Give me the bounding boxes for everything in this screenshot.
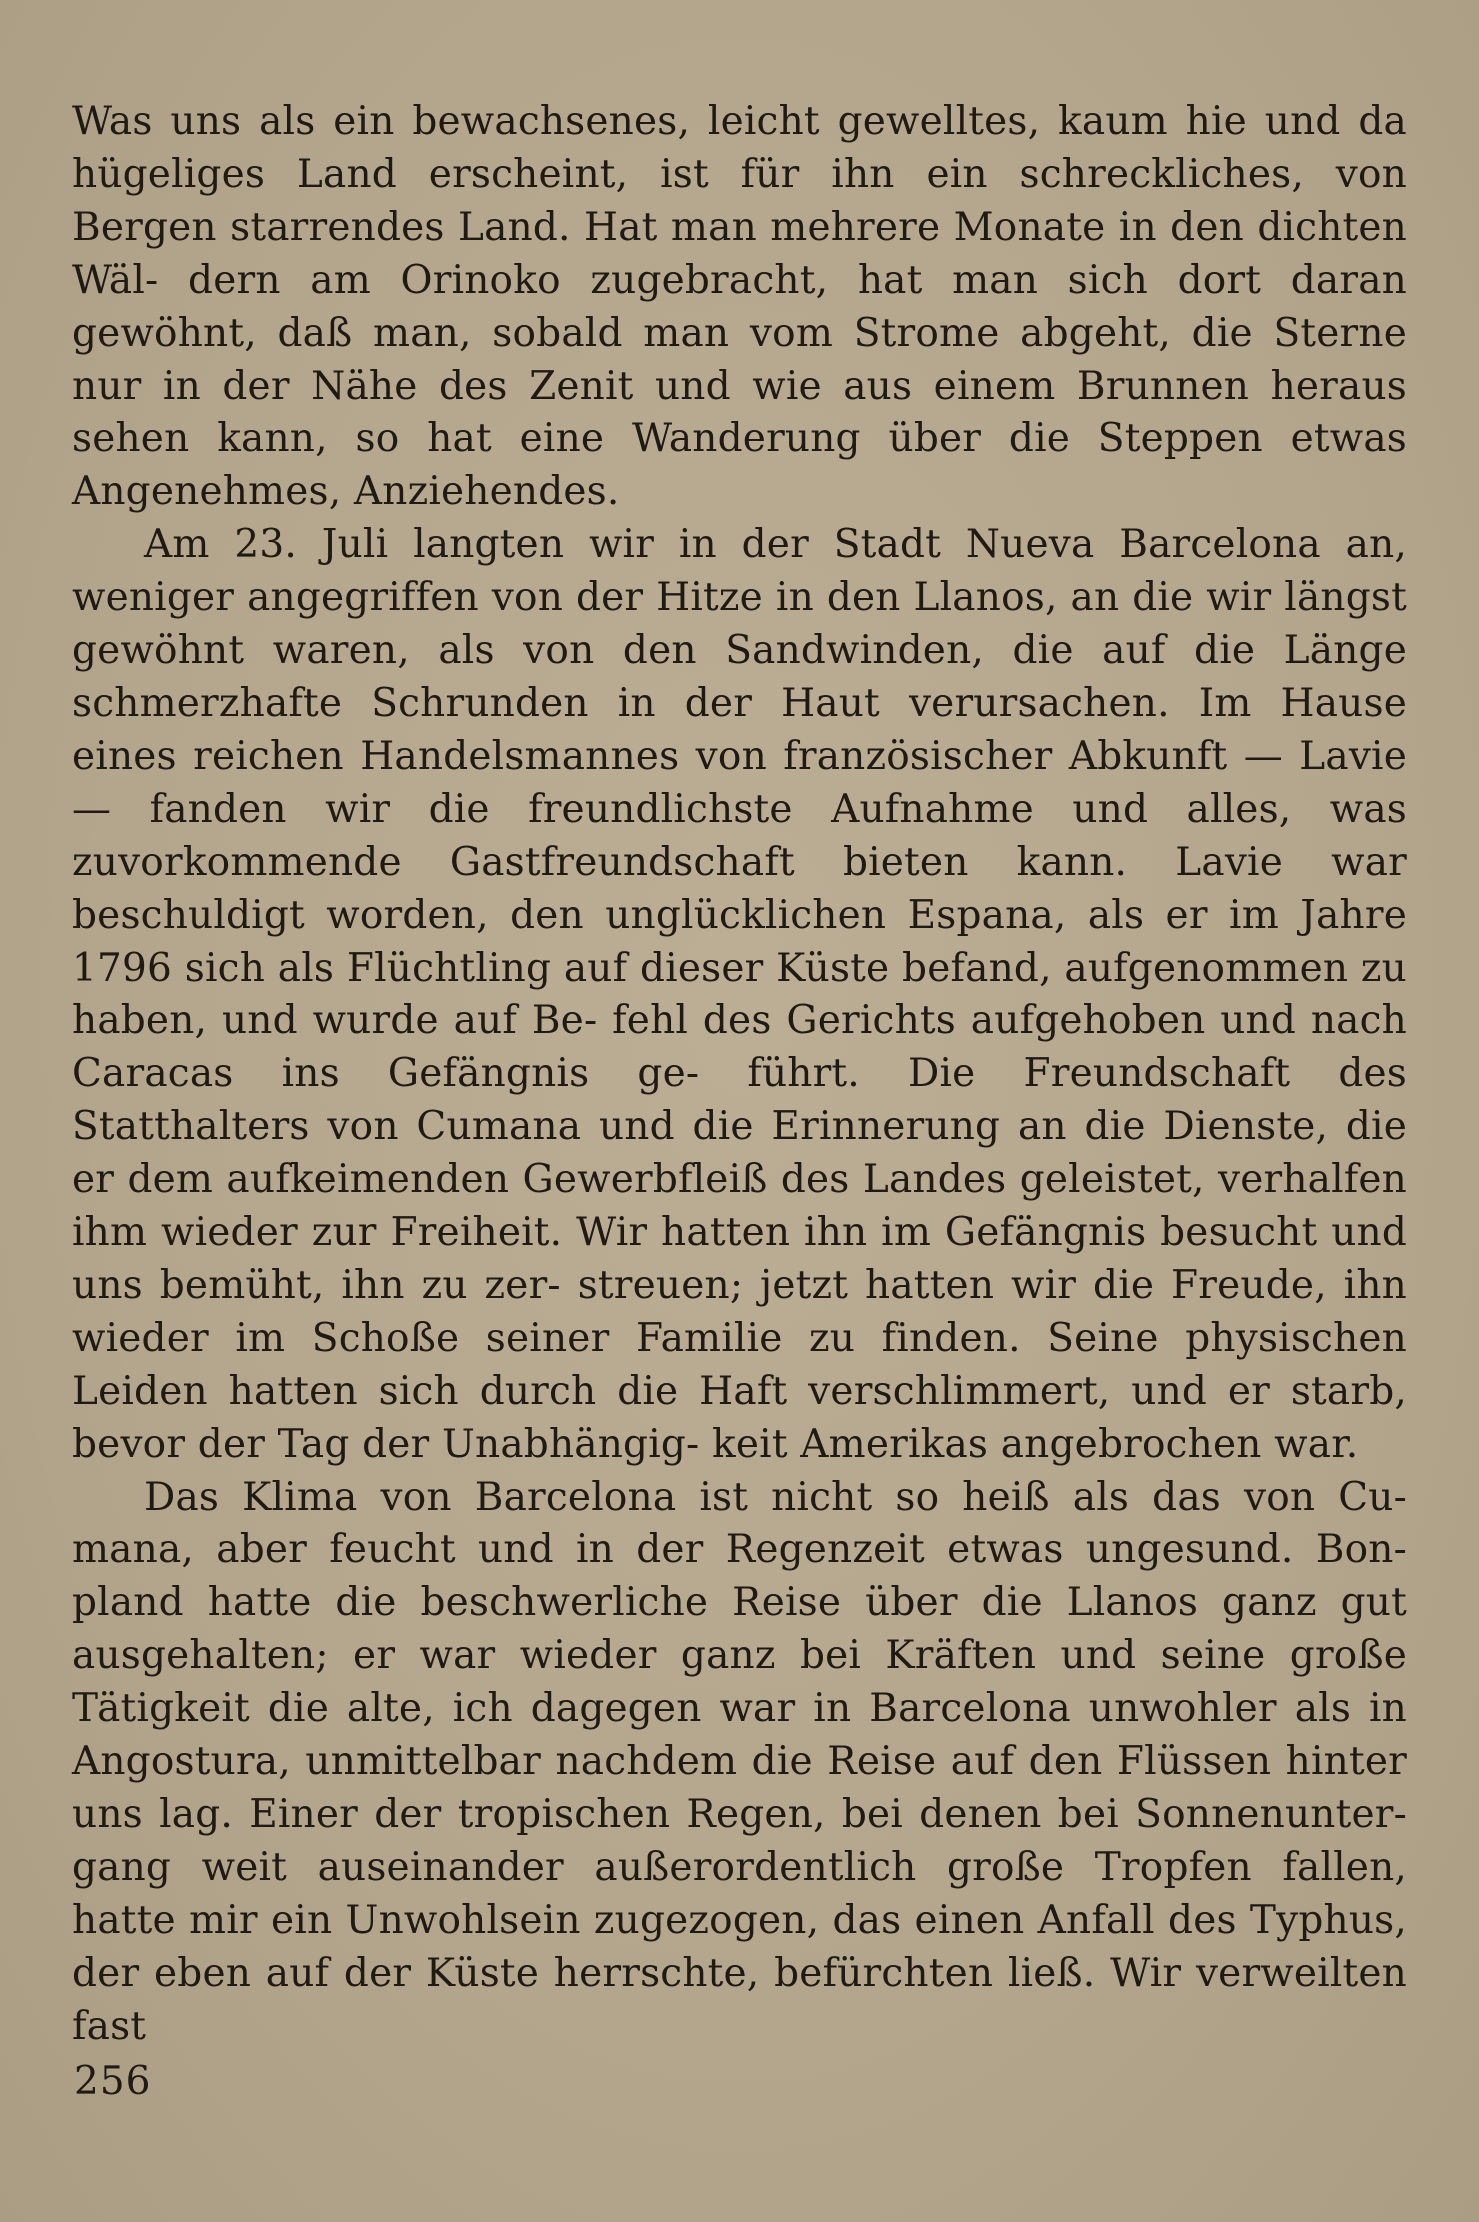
paragraph-2: Am 23. Juli langten wir in der Stadt Nueva Barcelona an, weniger angegriffen von der Hitze in den Llanos, an die wir längst gewöhnt waren, als von den Sandwinden, die auf die Länge schmerzhafte Schrunden in der Haut verursachen. Im Hause eines reichen Handelsmannes von französischer Abkunft — Lavie — fanden wir die freundlichste Aufnahme und alles, was zuvorkommende Gastfreundschaft bieten kann. Lavie war beschuldigt worden, den unglücklichen Espana, als er im Jahre 1796 sich als Flüchtling auf dieser Küste befand, aufgenommen zu haben, und wurde auf Be- fehl des Gerichts aufgehoben und nach Caracas ins Gefängnis ge- führt. Die Freundschaft des Statthalters von Cumana und die Erinnerung an die Dienste, die er dem aufkeimenden Gewerbfleiß des Landes geleistet, verhalfen ihm wieder zur Freiheit. Wir hatten ihn im Gefängnis besucht und uns bemüht, ihn zu zer- streuen; jetzt hatten wir die Freude, ihn wieder im Schoße seiner Familie zu finden. Seine physischen Leiden hatten sich durch die Haft verschlimmert, und er starb, bevor der Tag der Unabhängig- keit Amerikas angebrochen war.	[72, 522, 1407, 1467]
paragraph-1: Was uns als ein bewachsenes, leicht gewelltes, kaum hie und da hügeliges Land erscheint, ist für ihn ein schreckliches, von Bergen starrendes Land. Hat man mehrere Monate in den dichten Wäl- dern am Orinoko zugebracht, hat man sich dort daran gewöhnt, daß man, sobald man vom Strome abgeht, die Sterne nur in der Nähe des Zenit und wie aus einem Brunnen heraus sehen kann, so hat eine Wanderung über die Steppen etwas Angenehmes, Anziehendes.	[72, 99, 1407, 515]
paragraph-3: Das Klima von Barcelona ist nicht so heiß als das von Cu- mana, aber feucht und in der Regenzeit etwas ungesund. Bon- pland hatte die beschwerliche Reise über die Llanos ganz gut ausgehalten; er war wieder ganz bei Kräften und seine große Tätigkeit die alte, ich dagegen war in Barcelona unwohler als in Angostura, unmittelbar nachdem die Reise auf den Flüssen hinter uns lag. Einer der tropischen Regen, bei denen bei Sonnenunter- gang weit auseinander außerordentlich große Tropfen fallen, hatte mir ein Unwohlsein zugezogen, das einen Anfall des Typhus, der eben auf der Küste herrschte, befürchten ließ. Wir verweilten fast	[72, 1474, 1407, 2049]
page-number: 256	[74, 2059, 152, 2104]
body-text	[72, 96, 1407, 2054]
page-body	[72, 96, 1407, 2054]
